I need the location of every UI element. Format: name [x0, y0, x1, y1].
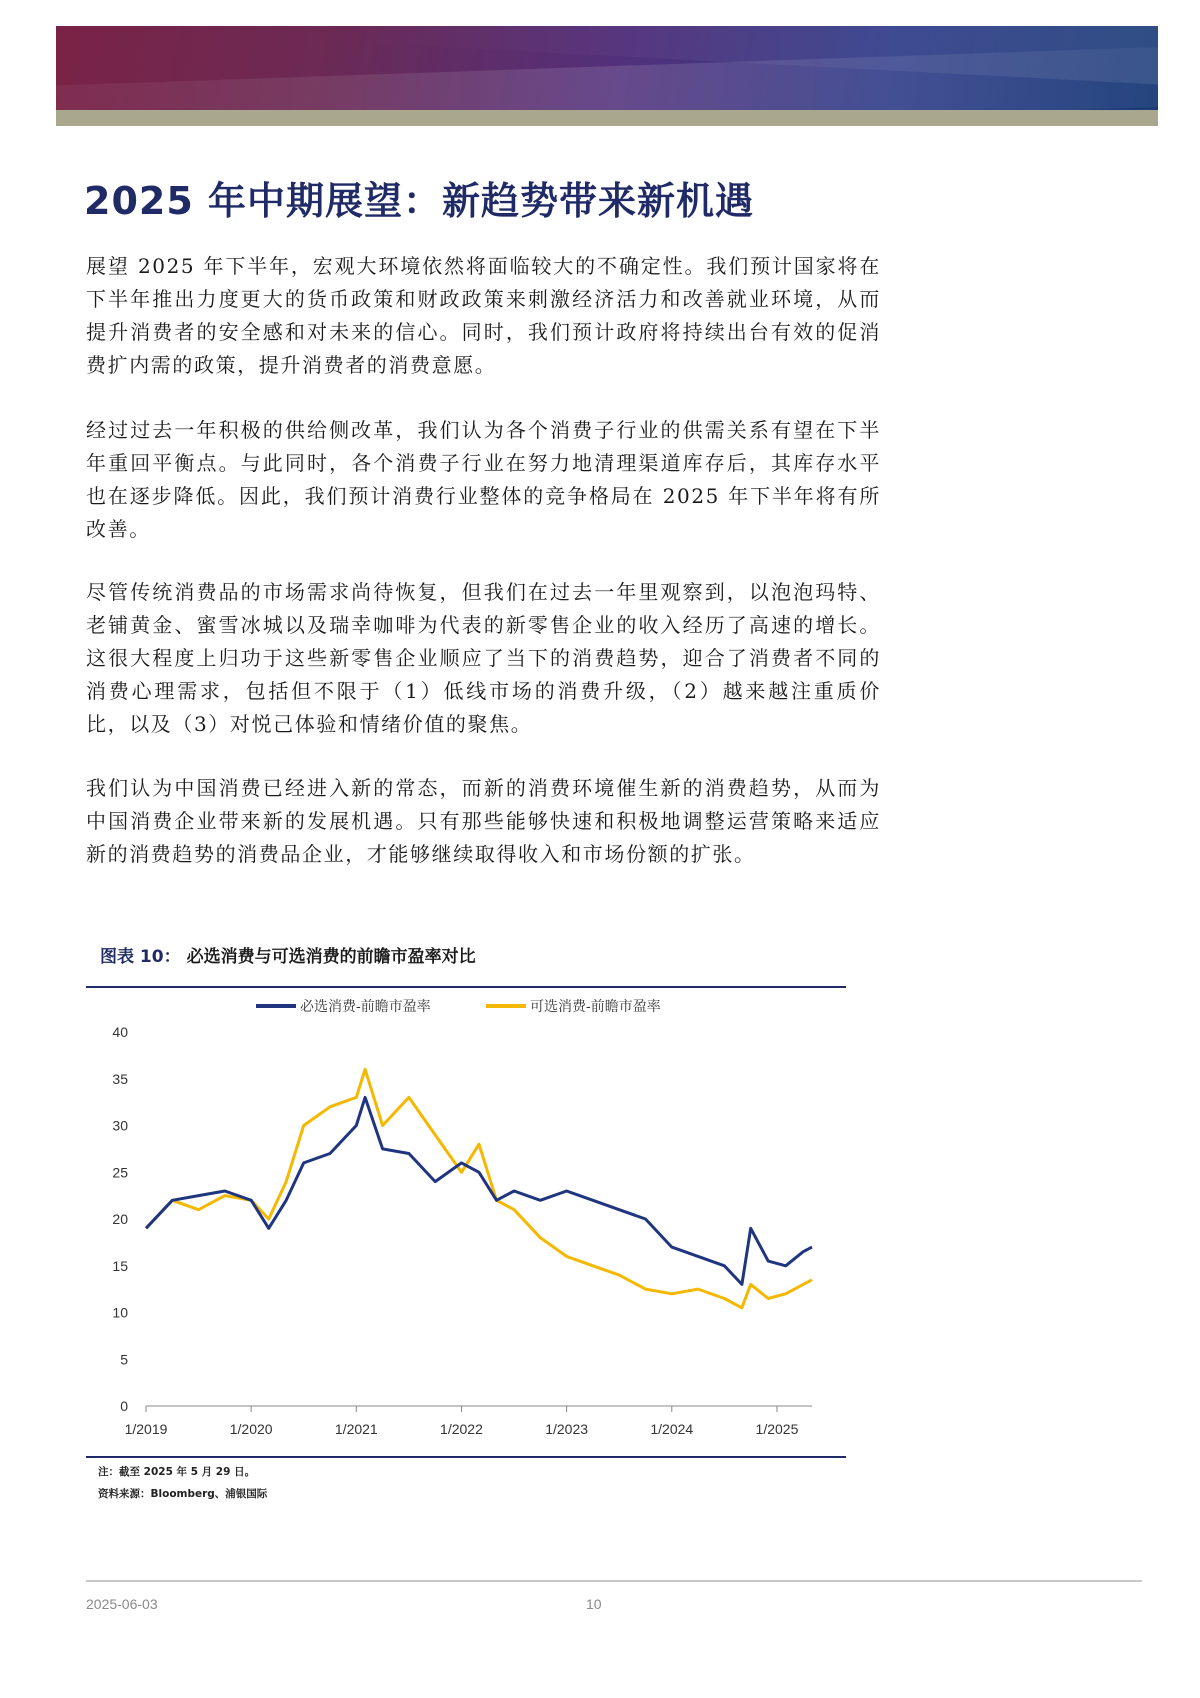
figure-bottom-rule — [86, 1456, 846, 1458]
paragraph-3: 尽管传统消费品的市场需求尚待恢复，但我们在过去一年里观察到，以泡泡玛特、老铺黄金、蜜雪冰城以及瑞幸咖啡为代表的新零售企业的收入经历了高速的增长。这很大程度上归功于这些新零售企业顺应了当下的消费趋势，迎合了消费者不同的消费心理需求，包括但不限于（1）低线市场的消费升级，（2）越来越注重质价比，以及（3）对悦己体验和情绪价值的聚焦。 — [86, 580, 881, 736]
x-tick-label: 1/2025 — [755, 1421, 799, 1437]
x-tick-label: 1/2019 — [124, 1421, 168, 1437]
series-line-2 — [146, 1069, 812, 1307]
x-tick-label: 1/2021 — [334, 1421, 378, 1437]
y-tick-label: 35 — [112, 1070, 128, 1087]
figure-top-rule — [86, 986, 846, 988]
chart-legend — [256, 998, 661, 1015]
figure-label: 图表 10： — [100, 947, 181, 967]
pe-ratio-line-chart — [86, 992, 846, 1452]
header-banner-bar — [56, 110, 1158, 126]
page-title: 2025 年中期展望：新趋势带来新机遇 — [84, 179, 754, 223]
figure-note: 注：截至 2025 年 5 月 29 日。 — [98, 1466, 256, 1478]
x-axis — [125, 1406, 812, 1437]
legend-label-2: 可选消费-前瞻市盈率 — [530, 999, 661, 1015]
figure-caption: 必选消费与可选消费的前瞻市盈率对比 — [186, 947, 476, 967]
footer-date: 2025-06-03 — [86, 1596, 158, 1612]
x-tick-label: 1/2022 — [440, 1421, 483, 1437]
figure-title — [100, 942, 476, 967]
footer-rule — [86, 1580, 1142, 1582]
paragraph-4: 我们认为中国消费已经进入新的常态，而新的消费环境催生新的消费趋势，从而为中国消费企业带来新的发展机遇。只有那些能够快速和积极地调整运营策略来适应新的消费趋势的消费品企业，才能够继续取得收入和市场份额的扩张。 — [86, 776, 881, 866]
header-banner — [56, 26, 1158, 110]
paragraph-1: 展望 2025 年下半年，宏观大环境依然将面临较大的不确定性。我们预计国家将在下半年推出力度更大的货币政策和财政政策来刺激经济活力和改善就业环境，从而提升消费者的安全感和对未来的信心。同时，我们预计政府将持续出台有效的促消费扩内需的政策，提升消费者的消费意愿。 — [86, 254, 881, 377]
y-tick-label: 10 — [112, 1304, 128, 1321]
y-tick-label: 15 — [112, 1257, 128, 1274]
x-tick-label: 1/2020 — [229, 1421, 273, 1437]
y-tick-label: 25 — [112, 1164, 128, 1181]
x-tick-label: 1/2024 — [650, 1421, 694, 1437]
series-line-1 — [146, 1097, 812, 1284]
x-tick-label: 1/2023 — [545, 1421, 589, 1437]
figure-source: 资料来源：Bloomberg、浦银国际 — [98, 1488, 268, 1500]
y-tick-label: 30 — [112, 1117, 128, 1134]
page-number: 10 — [586, 1596, 602, 1612]
y-tick-label: 5 — [120, 1351, 128, 1368]
y-axis — [112, 1024, 128, 1414]
legend-label-1: 必选消费-前瞻市盈率 — [300, 999, 431, 1015]
y-tick-label: 20 — [112, 1211, 128, 1227]
chart-series — [146, 1069, 812, 1307]
y-tick-label: 0 — [120, 1398, 128, 1414]
paragraph-2: 经过过去一年积极的供给侧改革，我们认为各个消费子行业的供需关系有望在下半年重回平衡点。与此同时，各个消费子行业在努力地清理渠道库存后，其库存水平也在逐步降低。因此，我们预计消费行业整体的竞争格局在 2025 年下半年将有所改善。 — [86, 418, 881, 541]
y-tick-label: 40 — [112, 1024, 128, 1040]
